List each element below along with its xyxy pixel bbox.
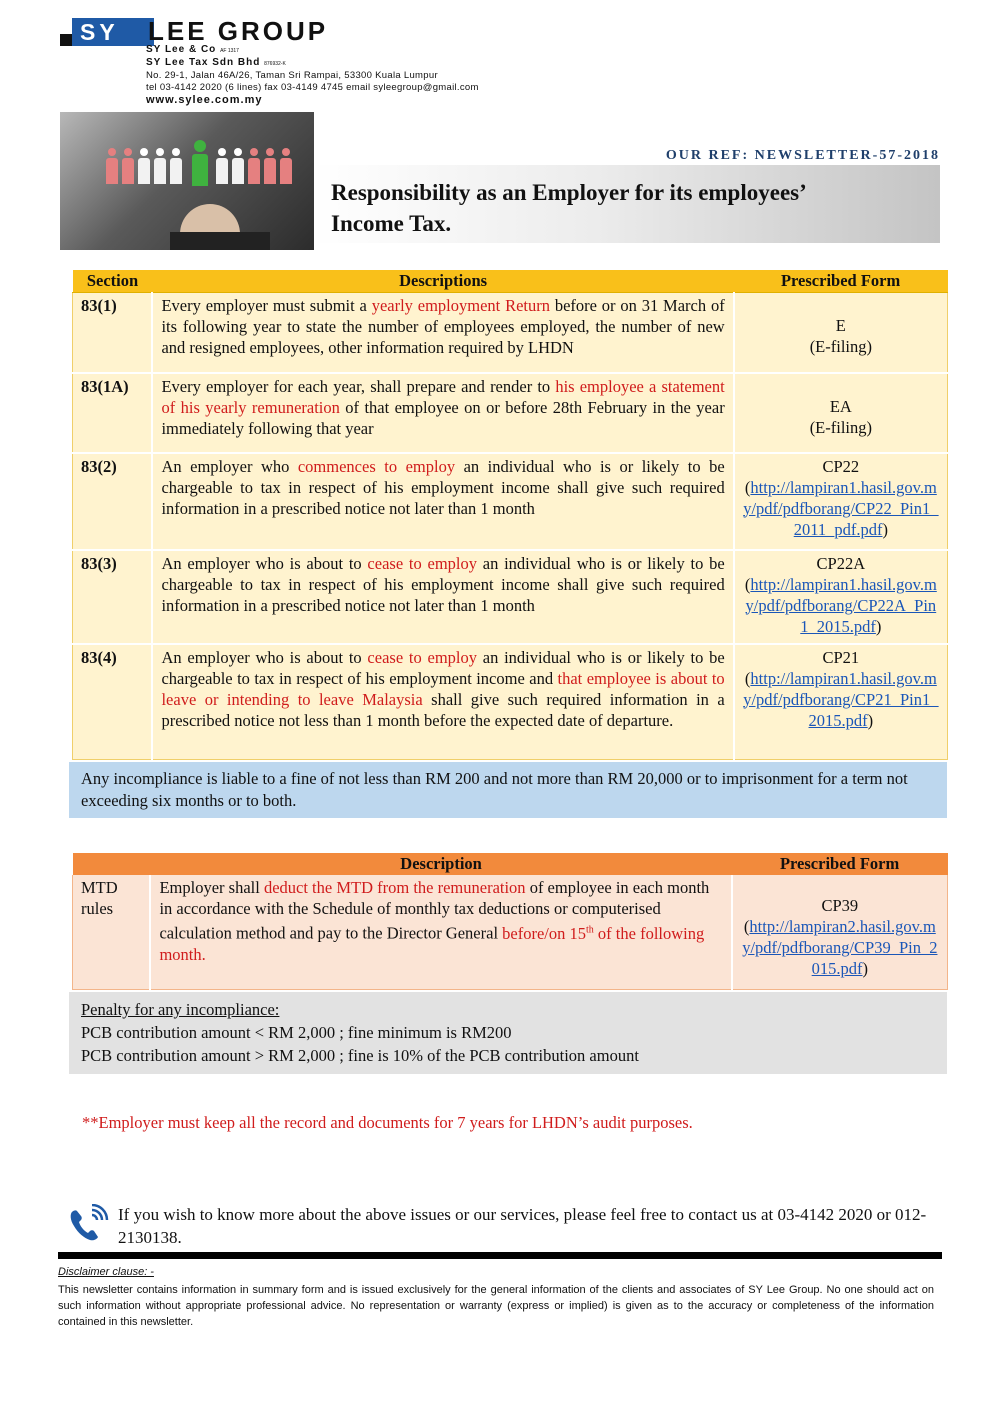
company-1: SY Lee & Co AF 1317 bbox=[146, 44, 239, 55]
header-blank bbox=[73, 853, 151, 875]
section-cell: 83(1) bbox=[73, 293, 153, 373]
logo-group: LEE GROUP bbox=[148, 16, 329, 46]
disclaimer-text: This newsletter contains information in summary form and is issued exclusively for the general information of the clients and associates of SY Lee Group. No one should act on such information without appropriate professional advice. No representation or warranty (express or implied) is given as to the accuracy or completeness of the information contained in this newsletter. bbox=[58, 1284, 934, 1328]
description-cell: Every employer for each year, shall prepare and render to his employee a statement of his yearly remuneration of that employee on or before 28th February in the year immediately following that year bbox=[152, 373, 733, 453]
page-title: Responsibility as an Employer for its employees’ Income Tax. bbox=[331, 180, 807, 236]
form-cell: CP22A (http://lampiran1.hasil.gov.my/pdf/pdfborang/CP22A_Pin1_2015.pdf) bbox=[734, 550, 948, 644]
header-section: Section bbox=[73, 270, 153, 293]
section-cell: 83(4) bbox=[73, 644, 153, 760]
contact-text: If you wish to know more about the above issues or our services, please feel free to contact us at 03-4142 2020 or 012-2130138. bbox=[118, 1205, 927, 1247]
section-cell: MTD rules bbox=[73, 875, 151, 989]
form-cell: CP39 (http://lampiran2.hasil.gov.my/pdf/pdfborang/CP39_Pin_2015.pdf) bbox=[732, 875, 948, 989]
form-cell: EA (E-filing) bbox=[734, 373, 948, 453]
disclaimer-heading: Disclaimer clause: - bbox=[58, 1266, 154, 1278]
form-cell: CP22 (http://lampiran1.hasil.gov.my/pdf/pdfborang/CP22_Pin1_2011_pdf.pdf) bbox=[734, 453, 948, 550]
form-cell: E (E-filing) bbox=[734, 293, 948, 373]
divider bbox=[58, 1252, 942, 1259]
section-cell: 83(3) bbox=[73, 550, 153, 644]
table-row bbox=[73, 293, 948, 373]
company-2: SY Lee Tax Sdn Bhd 876932-K bbox=[146, 57, 286, 68]
table-row bbox=[73, 453, 948, 550]
section-cell: 83(1A) bbox=[73, 373, 153, 453]
phone-icon bbox=[66, 1204, 110, 1244]
hero-image bbox=[60, 112, 314, 250]
header-description: Description bbox=[150, 853, 731, 875]
newsletter-ref: OUR REF: NEWSLETTER-57-2018 bbox=[665, 148, 940, 163]
letterhead-details bbox=[146, 44, 479, 106]
record-keeping-note: **Employer must keep all the record and documents for 7 years for LHDN’s audit purposes. bbox=[82, 1113, 693, 1132]
description-cell: Employer shall deduct the MTD from the remuneration of employee in each month in accordance with the Schedule of monthly tax deductions or computerised calculation method and pay to the Director General before/on 15th of the following month. bbox=[150, 875, 731, 989]
penalty-line-2: PCB contribution amount > RM 2,000 ; fine is 10% of the PCB contribution amount bbox=[81, 1046, 639, 1065]
description-cell: Every employer must submit a yearly employment Return before or on 31 March of its following year to state the number of employees employed, the number of new and resigned employees, other information required by LHDN bbox=[152, 293, 733, 373]
penalty-line-1: PCB contribution amount < RM 2,000 ; fine minimum is RM200 bbox=[81, 1023, 512, 1042]
fine-notice: Any incompliance is liable to a fine of not less than RM 200 and not more than RM 20,000 or to imprisonment for a term not exceeding six months or to both. bbox=[69, 762, 947, 818]
cp22a-link[interactable]: http://lampiran1.hasil.gov.my/pdf/pdfborang/CP22A_Pin1_2015.pdf bbox=[745, 574, 937, 636]
table-header bbox=[73, 270, 948, 293]
logo-sy: SY bbox=[80, 19, 119, 45]
penalty-box bbox=[69, 992, 947, 1074]
cp39-link[interactable]: http://lampiran2.hasil.gov.my/pdf/pdfborang/CP39_Pin_2015.pdf bbox=[742, 917, 938, 978]
header-form: Prescribed Form bbox=[734, 270, 948, 293]
table-header bbox=[73, 853, 948, 875]
description-cell: An employer who commences to employ an individual who is or likely to be chargeable to tax in respect of his employment income shall give such required information in a prescribed notice not later than 1 month bbox=[152, 453, 733, 550]
header-descriptions: Descriptions bbox=[152, 270, 733, 293]
cp22-link[interactable]: http://lampiran1.hasil.gov.my/pdf/pdfborang/CP22_Pin1_2011_pdf.pdf bbox=[743, 477, 939, 539]
form-cell: CP21 (http://lampiran1.hasil.gov.my/pdf/pdfborang/CP21_Pin1_2015.pdf) bbox=[734, 644, 948, 760]
employer-responsibility-table bbox=[72, 270, 948, 760]
address: No. 29-1, Jalan 46A/26, Taman Sri Rampai, 53300 Kuala Lumpur bbox=[146, 70, 438, 81]
table-row bbox=[73, 550, 948, 644]
website: www.sylee.com.my bbox=[146, 94, 263, 106]
cp21-link[interactable]: http://lampiran1.hasil.gov.my/pdf/pdfborang/CP21_Pin1_2015.pdf bbox=[743, 668, 939, 730]
description-cell: An employer who is about to cease to employ an individual who is or likely to be chargeable to tax in respect of his employment income shall give such required information in a prescribed notice not later than 1 month bbox=[152, 550, 733, 644]
table-row bbox=[73, 644, 948, 760]
table-row bbox=[73, 875, 948, 989]
contact-line: tel 03-4142 2020 (6 lines) fax 03-4149 4745 email syleegroup@gmail.com bbox=[146, 82, 479, 93]
header-form: Prescribed Form bbox=[732, 853, 948, 875]
penalty-heading: Penalty for any incompliance: bbox=[81, 1000, 280, 1019]
title-bar bbox=[314, 165, 940, 243]
section-cell: 83(2) bbox=[73, 453, 153, 550]
description-cell: An employer who is about to cease to employ an individual who is or likely to be chargeable to tax in respect of his employment income and that employee is about to leave or intending to leave Malaysia shall give such required information in a prescribed notice not less than 1 month before the expected date of departure. bbox=[152, 644, 733, 760]
table-row bbox=[73, 373, 948, 453]
mtd-table bbox=[72, 853, 948, 990]
